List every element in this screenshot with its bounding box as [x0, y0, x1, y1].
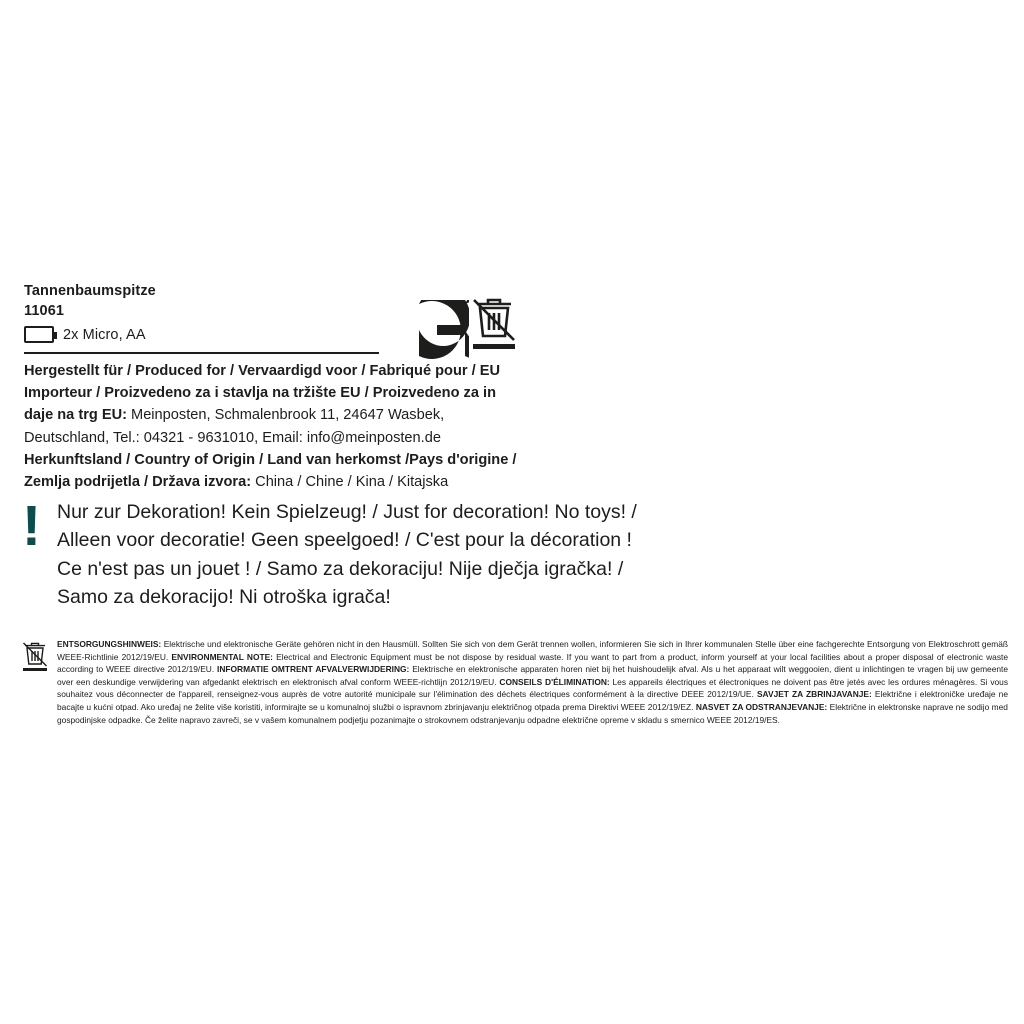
product-name: Tannenbaumspitze [24, 283, 156, 299]
warning-notice [22, 494, 722, 612]
disposal-heading-sl: NASVET ZA ODSTRANJEVANJE: [695, 702, 828, 713]
warning-line: Samo za dekoracijo! Ni otroška igrača! [56, 586, 391, 609]
battery-requirement [24, 326, 146, 343]
ce-mark-icon [381, 300, 469, 360]
producer-line-3-value: Meinposten, Schmalenbrook 11, 24647 Wasbek, [126, 407, 445, 424]
warning-line: Alleen voor decoratie! Geen speelgoed! / C'est pour la décoration ! [56, 529, 632, 552]
disposal-heading-en: ENVIRONMENTAL NOTE: [171, 651, 273, 662]
disposal-information [20, 638, 1008, 726]
producer-line-2: Importeur / Proizvedeno za i stavlja na tržište EU / Proizvedeno za in [24, 385, 496, 402]
disposal-body-fr: Les appareils électriques et électroniques ne doivent pas être jetés avec les ordures ménagères. Si vous souhaitez vous déconnecter de l'appareil, renseignez-vous auprès de votre autorité municipale sur l'élimination des déchets électriques conformément à la directive DEEE 2012/19/UE. [57, 676, 1009, 700]
battery-icon [24, 326, 54, 343]
disposal-body-sl: Električne in elektronske naprave ne sodijo med gospodinjske odpadke. Če želite napravo zavreči, se v vašem komunalnem podjetju pozanimajte o strokovnem odstranjevanju odpadne električne opreme v skladu s smernico WEEE 2012/19/ES. [57, 702, 1008, 725]
disposal-heading-de: ENTSORGUNGSHINWEIS: [57, 639, 162, 649]
warning-text [57, 498, 637, 612]
product-code: 11061 [24, 302, 65, 319]
exclamation-icon: ! [22, 494, 41, 558]
disposal-body-de: Elektrische und elektronische Geräte gehören nicht in den Hausmüll. Sollten Sie sich von dem Gerät trennen wollen, informieren Sie sich in Ihrer kommunalen Stelle über eine fachgerechte Entsorgung von Elektroschrott gemäß WEEE-Richtlinie 2012/19/EU. [57, 639, 1008, 662]
battery-requirement-label: 2x Micro, AA [63, 326, 146, 343]
disposal-heading-hr: SAVJET ZA ZBRINJAVANJE: [756, 689, 872, 700]
disposal-heading-nl: INFORMATIE OMTRENT AFVALVERWIJDERING: [217, 664, 410, 675]
producer-line-3-label: daje na trg EU: [24, 407, 127, 424]
disposal-body-nl: Elektrische en elektronische apparaten horen niet bij het huishoudelijk afval. Als u het apparaat wilt weggooien, dient u inlichtingen te vragen bij uw gemeente over een deskundige verwijdering van afgedankt elektrisch en elektronisch afval conform WEEE-richtlijn 2012/19/EU. [57, 664, 1009, 687]
disposal-body-en: Electrical and Electronic Equipment must be not dispose by residual waste. If you want to part from a product, inform yourself at your local facilities about a proper disposal of electronic waste according to WEEE directive 2012/19/EU. [57, 651, 1008, 675]
producer-line-1: Hergestellt für / Produced for / Vervaardigd voor / Fabriqué pour / EU [24, 363, 501, 379]
disposal-heading-fr: CONSEILS D'ÉLIMINATION: [499, 676, 610, 687]
weee-crossed-bin-icon [20, 640, 50, 674]
weee-crossed-bin-icon [468, 294, 520, 356]
producer-line-4: Deutschland, Tel.: 04321 - 9631010, Email: info@meinposten.de [24, 429, 441, 446]
origin-line-2-label: Zemlja podrijetla / Država izvora: [24, 473, 252, 490]
origin-line-1: Herkunftsland / Country of Origin / Land van herkomst /Pays d'origine / [24, 451, 517, 468]
warning-line: Ce n'est pas un jouet ! / Samo za dekoraciju! Nije dječja igračka! / [56, 557, 624, 580]
warning-line: Nur zur Dekoration! Kein Spielzeug! / Just for decoration! No toys! / [56, 501, 637, 523]
disposal-body-hr: Električne i elektroničke uređaje ne bacajte u kućni otpad. Ako uređaj ne želite više koristiti, informirajte se u komunalnoj službi o ispravnom zbrinjavanju električnog otpada prema Direktivi WEEE 2012/19/EZ. [57, 689, 1008, 713]
divider [24, 352, 379, 354]
disposal-text [57, 638, 1008, 726]
origin-line-2-value: China / Chine / Kina / Kitajska [251, 473, 449, 490]
producer-information [24, 360, 644, 493]
